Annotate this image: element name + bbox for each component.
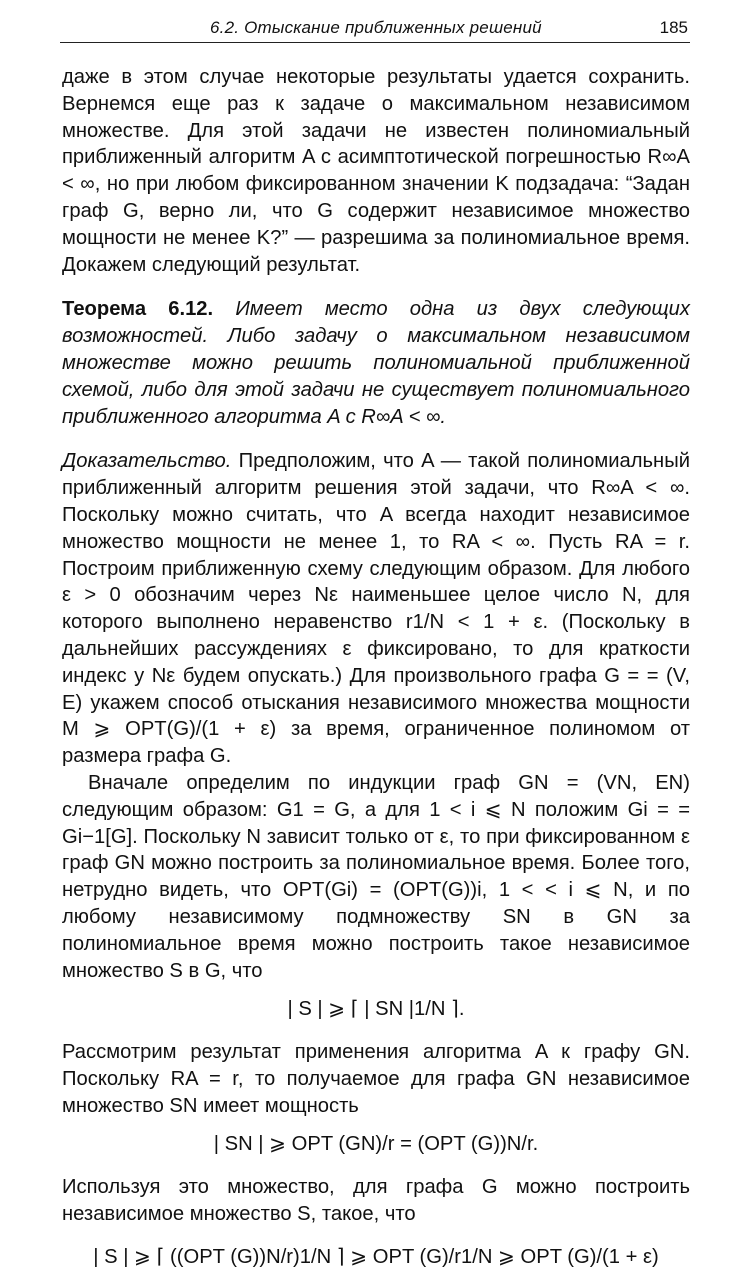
- page-body: [62, 64, 690, 1287]
- construction-paragraph: Используя это множество, для графа G можно построить независимое множество S, такое, что: [62, 1176, 690, 1226]
- running-header: [60, 14, 690, 43]
- theorem-label: Теорема 6.12.: [62, 298, 214, 321]
- induction-paragraph: Вначале определим по индукции граф GN = (VN, EN) следующим образом: G1 = G, а для 1 < i ⩽ N положим Gi = = Gi−1[G]. Поскольку N зависит только от ε, то при фиксированном ε граф GN можно построить за полиномиальное время. Более того, нетрудно видеть, что OPT(Gi) = (OPT(G))i, 1 < < i ⩽ N, и по любому независимому подмножеству SN в GN за полиномиальное время можно построить такое независимое множество S в G, что: [62, 771, 690, 982]
- intro-paragraph: даже в этом случае некоторые результаты удается сохранить. Вернемся еще раз к задаче о максимальном независимом множестве. Для этой задачи не известен полиномиальный приближенный алгоритм A с асимптотической погрешностью R∞A < ∞, но при любом фиксированном значении K подзадача: “Задан граф G, верно ли, что G содержит независимое множество мощности не менее K?” — разрешима за полиномиальное время. Докажем следующий результат.: [62, 66, 690, 276]
- section-title: 6.2. Отыскание приближенных решений: [210, 18, 542, 37]
- proof-text: Предположим, что A — такой полиномиальный приближенный алгоритм решения этой задачи, что R∞A < ∞. Поскольку можно считать, что A всегда находит независимое множество мощности не менее 1, то RA < ∞. Пусть RA = r. Построим приближенную схему следующим образом. Для любого ε > 0 обозначим через Nε наименьшее целое число N, для которого выполнено неравенство r1/N < 1 + ε. (Поскольку в дальнейших рассуждениях ε фиксировано, то для краткости индекс у Nε будем опускать.) Для произвольного графа G = = (V, E) укажем способ отыскания независимого множества мощности M ⩾ OPT(G)/(1 + ε) за время, ограниченное полиномом от размера графа G.: [62, 450, 690, 768]
- formula-1: | S | ⩾ ⌈ | SN |1/N ⌉.: [287, 998, 465, 1021]
- proof-label: Доказательство.: [62, 450, 232, 473]
- theorem-text: Имеет место одна из двух следующих возможностей. Либо задачу о максимальном независимом множестве можно решить полиномиальной приближенной схемой, либо для этой задачи не существует полиномиального приближенного алгоритма A с R∞A < ∞.: [62, 298, 690, 428]
- page-number: 185: [659, 18, 688, 37]
- algorithm-paragraph: Рассмотрим результат применения алгоритма A к графу GN. Поскольку RA = r, то получаемое для графа GN независимое множество SN имеет мощность: [62, 1041, 690, 1117]
- proof-paragraph: [62, 448, 690, 770]
- theorem-paragraph: [62, 296, 690, 430]
- formula-3: | S | ⩾ ⌈ ((OPT (G))N/r)1/N ⌉ ⩾ OPT (G)/r1/N ⩾ OPT (G)/(1 + ε): [93, 1245, 659, 1268]
- formula-2: | SN | ⩾ OPT (GN)/r = (OPT (G))N/r.: [213, 1133, 539, 1156]
